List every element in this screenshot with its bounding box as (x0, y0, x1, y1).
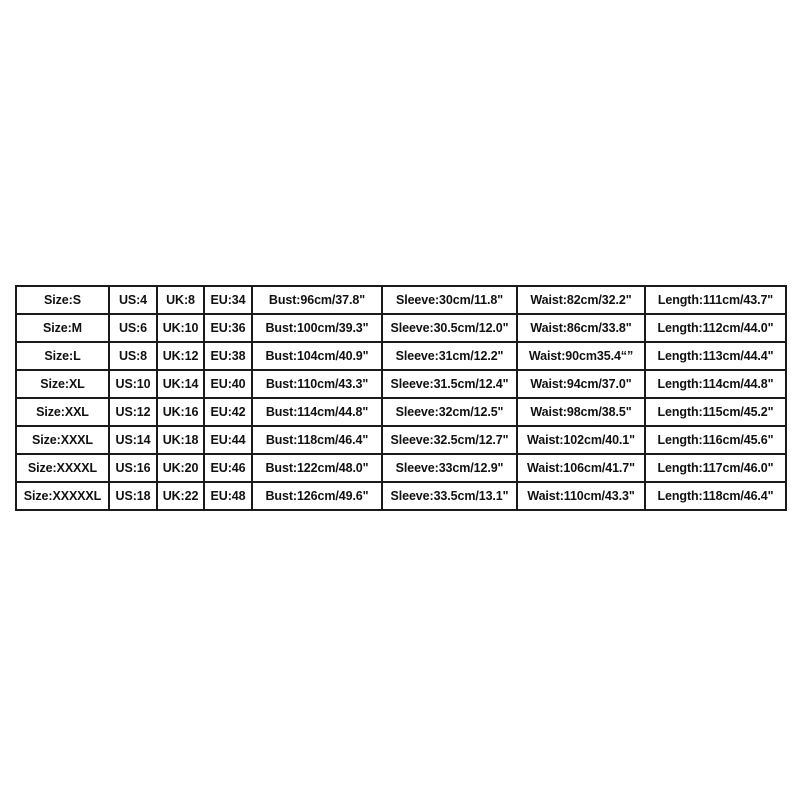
size-cell: Size:XXL (16, 398, 109, 426)
bust-cell: Bust:100cm/39.3" (252, 314, 382, 342)
length-cell: Length:117cm/46.0" (645, 454, 786, 482)
size-cell: Size:M (16, 314, 109, 342)
waist-cell: Waist:98cm/38.5" (517, 398, 645, 426)
uk-cell: UK:16 (157, 398, 204, 426)
eu-cell: EU:34 (204, 286, 252, 314)
us-cell: US:12 (109, 398, 157, 426)
sleeve-cell: Sleeve:32.5cm/12.7" (382, 426, 517, 454)
eu-cell: EU:46 (204, 454, 252, 482)
waist-cell: Waist:102cm/40.1" (517, 426, 645, 454)
us-cell: US:10 (109, 370, 157, 398)
length-cell: Length:115cm/45.2" (645, 398, 786, 426)
size-chart-body (16, 286, 786, 510)
uk-cell: UK:18 (157, 426, 204, 454)
bust-cell: Bust:96cm/37.8" (252, 286, 382, 314)
uk-cell: UK:14 (157, 370, 204, 398)
length-cell: Length:111cm/43.7" (645, 286, 786, 314)
size-cell: Size:XXXXXL (16, 482, 109, 510)
us-cell: US:16 (109, 454, 157, 482)
eu-cell: EU:38 (204, 342, 252, 370)
waist-cell: Waist:82cm/32.2" (517, 286, 645, 314)
uk-cell: UK:10 (157, 314, 204, 342)
sleeve-cell: Sleeve:33.5cm/13.1" (382, 482, 517, 510)
sleeve-cell: Sleeve:30.5cm/12.0" (382, 314, 517, 342)
eu-cell: EU:44 (204, 426, 252, 454)
uk-cell: UK:20 (157, 454, 204, 482)
length-cell: Length:114cm/44.8" (645, 370, 786, 398)
size-cell: Size:XXXXL (16, 454, 109, 482)
size-cell: Size:S (16, 286, 109, 314)
waist-cell: Waist:90cm35.4“” (517, 342, 645, 370)
table-row (16, 426, 786, 454)
eu-cell: EU:40 (204, 370, 252, 398)
sleeve-cell: Sleeve:31cm/12.2" (382, 342, 517, 370)
us-cell: US:14 (109, 426, 157, 454)
waist-cell: Waist:94cm/37.0" (517, 370, 645, 398)
table-row (16, 398, 786, 426)
size-chart-table (15, 285, 787, 511)
table-row (16, 286, 786, 314)
uk-cell: UK:12 (157, 342, 204, 370)
eu-cell: EU:48 (204, 482, 252, 510)
bust-cell: Bust:104cm/40.9" (252, 342, 382, 370)
bust-cell: Bust:118cm/46.4" (252, 426, 382, 454)
waist-cell: Waist:106cm/41.7" (517, 454, 645, 482)
length-cell: Length:113cm/44.4" (645, 342, 786, 370)
uk-cell: UK:8 (157, 286, 204, 314)
table-row (16, 454, 786, 482)
table-row (16, 482, 786, 510)
length-cell: Length:116cm/45.6" (645, 426, 786, 454)
us-cell: US:8 (109, 342, 157, 370)
bust-cell: Bust:110cm/43.3" (252, 370, 382, 398)
size-cell: Size:XXXL (16, 426, 109, 454)
length-cell: Length:112cm/44.0" (645, 314, 786, 342)
table-row (16, 342, 786, 370)
waist-cell: Waist:110cm/43.3" (517, 482, 645, 510)
bust-cell: Bust:126cm/49.6" (252, 482, 382, 510)
eu-cell: EU:36 (204, 314, 252, 342)
us-cell: US:6 (109, 314, 157, 342)
table-row (16, 370, 786, 398)
length-cell: Length:118cm/46.4" (645, 482, 786, 510)
sleeve-cell: Sleeve:30cm/11.8" (382, 286, 517, 314)
bust-cell: Bust:122cm/48.0" (252, 454, 382, 482)
us-cell: US:18 (109, 482, 157, 510)
size-cell: Size:L (16, 342, 109, 370)
uk-cell: UK:22 (157, 482, 204, 510)
us-cell: US:4 (109, 286, 157, 314)
eu-cell: EU:42 (204, 398, 252, 426)
sleeve-cell: Sleeve:32cm/12.5" (382, 398, 517, 426)
size-cell: Size:XL (16, 370, 109, 398)
sleeve-cell: Sleeve:33cm/12.9" (382, 454, 517, 482)
bust-cell: Bust:114cm/44.8" (252, 398, 382, 426)
sleeve-cell: Sleeve:31.5cm/12.4" (382, 370, 517, 398)
waist-cell: Waist:86cm/33.8" (517, 314, 645, 342)
table-row (16, 314, 786, 342)
